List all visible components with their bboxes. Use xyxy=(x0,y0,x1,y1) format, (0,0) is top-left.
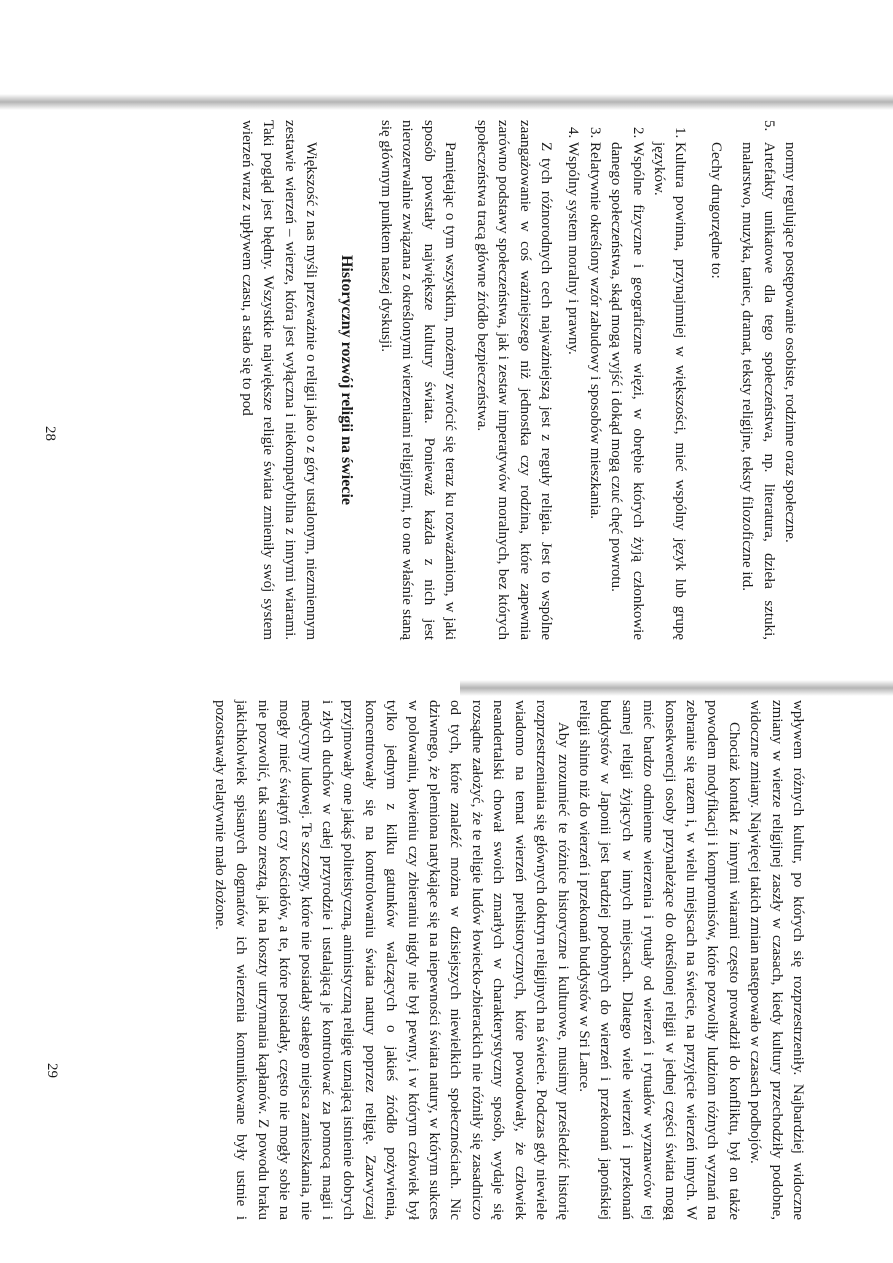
list-continuation: normy regulujące postępowanie osobiste, rodzinne oraz społeczne. xyxy=(782,142,798,543)
paragraph: Aby zrozumieć te różnice historyczne i kulturowe, musimy prześledzić historię rozprzestrzeniania się głównych doktryn religijnych na świecie. Podczas gdy niewiele wiadomo na temat wierzeń prehistorycznych, które powodowały, że człowiek neandertalski chował swoich zmarłych w charakterystyczny sposób, wydaje się rozsądne założyć, że te religie ludów łowiecko-zbierackich nie różniły się zasadniczo od tych, które znaleźć można w dzisiejszych niewielkich społecznościach. Nic dziwnego, że plemiona natykające się na niepewności świata natury, w którym sukces w polowaniu, łowieniu czy zbieraniu nigdy nie był pewny, i w którym człowiek był tylko jednym z kilku gatunków walczących o jakieś źródło pożywienia, koncentrowały się na kontrolowaniu świata natury poprzez religię. Zazwyczaj przyjmowały one jakąś politeistyczną, animistyczną religię uznającą istnienie dobrych i złych duchów w całej przyrodzie i ustalającą je kontrolować za pomocą magii i medycyny ludowej. Te szczepy, które nie posiadały stałego miejsca zamieszkania, nie mogły mieć świątyń czy kościołów, a te, które posiadały, często nie mogły sobie na nie pozwolić, tak samo zresztą, jak na koszty utrzymania kapłanów. Z powodu braku jakichkolwiek spisanych dogmatów ich wierzenia komunikowane były ustnie i pozostawały relatywnie mało złożone. xyxy=(212,700,571,1220)
paragraph: wpływem różnych kultur, po których się rozprzestrzeniły. Najbardziej widoczne zmiany w wierze religijnej zaszły w czasach, kiedy kultury przechodziły podobne, widoczne zmiany. Najwięcej takich zmian następowało w czasach podbojów. xyxy=(747,700,806,1220)
secondary-heading: Cechy drugorzędne to: xyxy=(707,142,724,279)
page-number-left: 28 xyxy=(42,426,58,441)
list-item: 4. Wspólny system moralny i prawny. xyxy=(562,142,583,640)
secondary-features-list xyxy=(562,120,690,640)
page-number-right: 29 xyxy=(44,1063,60,1078)
scan-shadow-top xyxy=(0,94,893,110)
list-item-5 xyxy=(736,120,779,640)
list-item: 1. Kultura powinna, przynajmniej w większości, mieć wspólny język lub grupę języków. xyxy=(648,142,691,640)
paragraph: Chociaż kontakt z innymi wiarami często prowadził do konfliktu, był on także powodem modyfikacji i kompromisów, które pozwoliły ludziom różnych wyznań na zebranie się razem i, w wielu miejscach na świecie, na przyjęcie wierzeń innych. W konsekwencji osoby przynależące do określonej religii w jednej części świata mogą mieć bardzo odmienne wierzenia i rytuały od wierzeń i rytuałów wyznawców tej samej religii żyjących w innych miejscach. Dlatego wiele wierzeń i przekonań buddystów w Japonii jest bardziej podobnych do wierzeń i przekonań japońskiej religii shinto niż do wierzeń i przekonań buddystów w Sri Lance. xyxy=(575,700,742,1220)
left-page-text xyxy=(236,120,800,640)
list-item-5-number: 5. xyxy=(760,120,777,142)
paragraph: Większość z nas myśli przeważnie o religii jako o z góry ustalonym, niezmiennym zestawie wierzeń – wierze, która jest wyłączna i niekompatybilna z innymi wiarami. Taki pogląd jest błędny. Wszystkie największe religie świata zmieniły swój system wierzeń wraz z upływem czasu, a stało się to pod xyxy=(239,120,320,640)
list-item: 2. Wspólne fizyczne i geograficzne więzi, w obrębie których żyją członkowie danego społeczeństwa, skąd mogą wyjść i dokąd mogą czuć chęć powrotu. xyxy=(605,142,648,640)
list-item: 3. Relatywnie określony wzór zabudowy i sposobów mieszkania. xyxy=(583,142,604,640)
list-item-5-text: Artefakty unikatowe dla tego społeczeństwa, np. literatura, dzieła sztuki, malarstwo, muzyka, taniec, dramat, teksty religijne, teksty filozoficzne itd. xyxy=(739,141,777,640)
right-page-text xyxy=(209,700,808,1220)
paragraph: Pamiętając o tym wszystkim, możemy zwrócić się teraz ku rozważaniom, w jaki sposób powstały największe kultury świata. Ponieważ każda z nich jest nierozerwalnie związana z określonymi wierzeniami religijnymi, to one właśnie staną się głównym punktem naszej dyskusji. xyxy=(378,120,459,640)
scan-shadow-middle xyxy=(460,680,893,696)
section-title: Historyczny rozwój religii na świecie xyxy=(337,254,355,505)
paragraph: Z tych różnorodnych cech najważniejszą jest z reguły religia. Jest to wspólne zaangażowanie w coś ważniejszego niż jednostka czy rodzina, które zapewnia zarówno podstawy społeczeństwa, jak i zestaw imperatywów moralnych, bez których społeczeństwa tracą główne źródło bezpieczeństwa. xyxy=(473,120,554,640)
